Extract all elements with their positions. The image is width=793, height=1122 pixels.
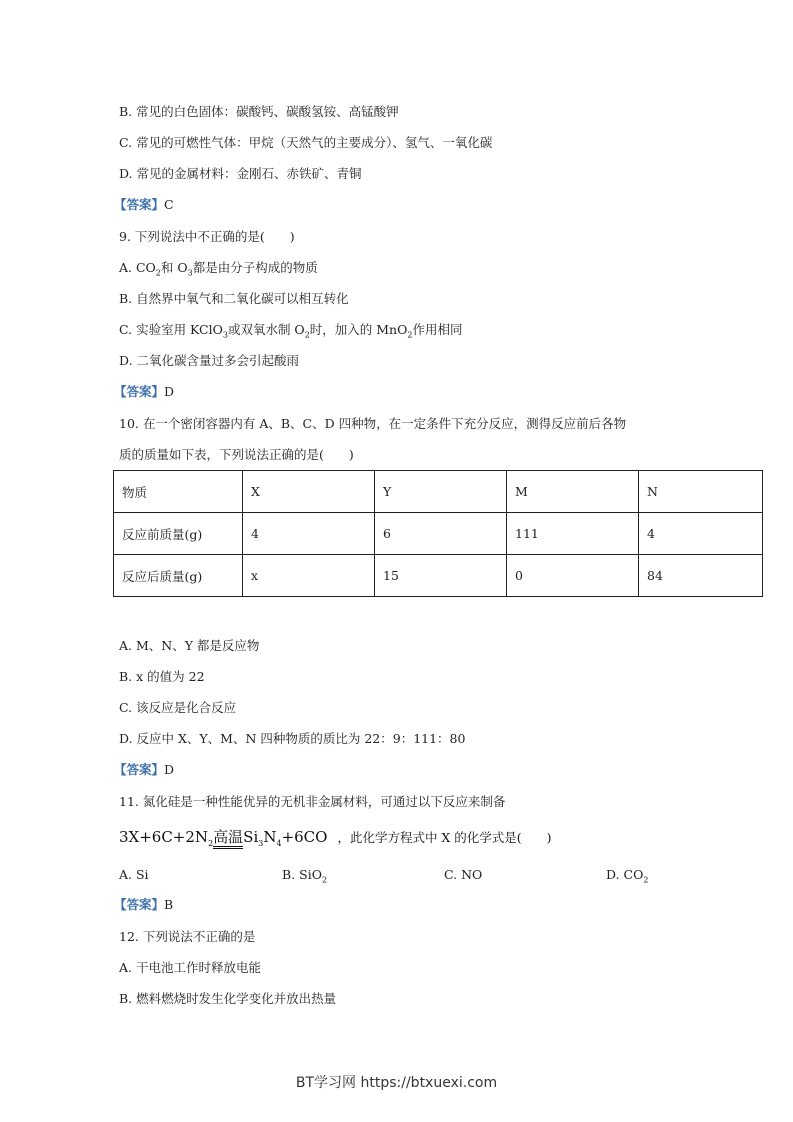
q8-option-b: B. 常见的白色固体：碳酸钙、碳酸氢铵、高锰酸钾 xyxy=(119,104,399,119)
q12-option-a: A. 干电池工作时释放电能 xyxy=(119,960,261,975)
q10-option-a: A. M、N、Y 都是反应物 xyxy=(119,638,260,653)
table-cell: x xyxy=(243,555,375,597)
answer-tag: 【答案】 xyxy=(114,897,165,912)
q10-option-c: C. 该反应是化合反应 xyxy=(119,700,237,715)
table-cell: 6 xyxy=(375,513,507,555)
answer-tag: 【答案】 xyxy=(114,384,165,399)
q9-option-d: D. 二氧化碳含量过多会引起酸雨 xyxy=(119,353,300,368)
table-header-row xyxy=(114,471,763,513)
q11-option-d: D. $CO_2$ xyxy=(606,867,649,885)
table-cell: 反应前质量(g) xyxy=(114,513,243,555)
q9-stem: 9. 下列说法中不正确的是( ) xyxy=(119,229,295,244)
q11-option-c: C. NO xyxy=(444,867,483,882)
table-cell: M xyxy=(507,471,639,513)
q9-option-a: A. $CO_2$和 $O_3$都是由分子构成的物质 xyxy=(119,260,318,278)
table-cell: 4 xyxy=(243,513,375,555)
mass-table xyxy=(113,470,763,597)
q8-option-c: C. 常见的可燃性气体：甲烷（天然气的主要成分）、氢气、一氧化碳 xyxy=(119,135,493,150)
table-cell: N xyxy=(639,471,763,513)
chemical-equation: $3X+6C+2N_2$高温$Si_3N_4+6CO$ ，此化学方程式中 X 的化学式是( ) xyxy=(119,828,552,848)
q11-option-b: B. SiO$_2$ xyxy=(282,867,328,885)
q10-option-d: D. 反应中 X、Y、M、N 四种物质的质比为 22：9：111：80 xyxy=(119,731,466,746)
answer-tag: 【答案】 xyxy=(114,762,165,777)
q11-option-a: A. Si xyxy=(119,867,149,882)
q9-option-b: B. 自然界中氧气和二氧化碳可以相互转化 xyxy=(119,291,349,306)
q12-option-b: B. 燃料燃烧时发生化学变化并放出热量 xyxy=(119,991,337,1006)
reaction-condition: 高温 xyxy=(213,828,243,849)
table-cell: 物质 xyxy=(114,471,243,513)
q12-stem: 12. 下列说法不正确的是 xyxy=(119,929,256,944)
table-row xyxy=(114,513,763,555)
answer-value: D xyxy=(164,762,175,777)
q10-answer xyxy=(114,762,174,778)
table-cell: 111 xyxy=(507,513,639,555)
table-cell: 4 xyxy=(639,513,763,555)
table-cell: 反应后质量(g) xyxy=(114,555,243,597)
q8-option-d: D. 常见的金属材料：金刚石、赤铁矿、青铜 xyxy=(119,166,362,181)
table-cell: 15 xyxy=(375,555,507,597)
q9-answer xyxy=(114,384,174,400)
table-cell: X xyxy=(243,471,375,513)
table-row xyxy=(114,555,763,597)
q8-answer xyxy=(114,197,174,213)
table-cell: 84 xyxy=(639,555,763,597)
site-footer: BT学习网 https://btxuexi.com xyxy=(295,1075,498,1091)
q10-stem-line1: 10. 在一个密闭容器内有 A、B、C、D 四种物，在一定条件下充分反应，测得反应前后各物 xyxy=(119,416,627,431)
answer-tag: 【答案】 xyxy=(114,197,165,212)
q11-answer xyxy=(114,897,173,913)
table-cell: 0 xyxy=(507,555,639,597)
answer-value: C xyxy=(164,197,174,212)
answer-value: B xyxy=(164,897,174,912)
q11-stem: 11. 氮化硅是一种性能优异的无机非金属材料，可通过以下反应来制备 xyxy=(119,794,506,809)
q10-stem-line2: 质的质量如下表，下列说法正确的是( ) xyxy=(119,447,354,462)
q10-option-b: B. x 的值为 22 xyxy=(119,669,205,684)
answer-value: D xyxy=(164,384,175,399)
q9-option-c: C. 实验室用 KClO$_3$或双氧水制 $O_2$时，加入的 MnO$_2$作用相同 xyxy=(119,322,463,340)
table-cell: Y xyxy=(375,471,507,513)
